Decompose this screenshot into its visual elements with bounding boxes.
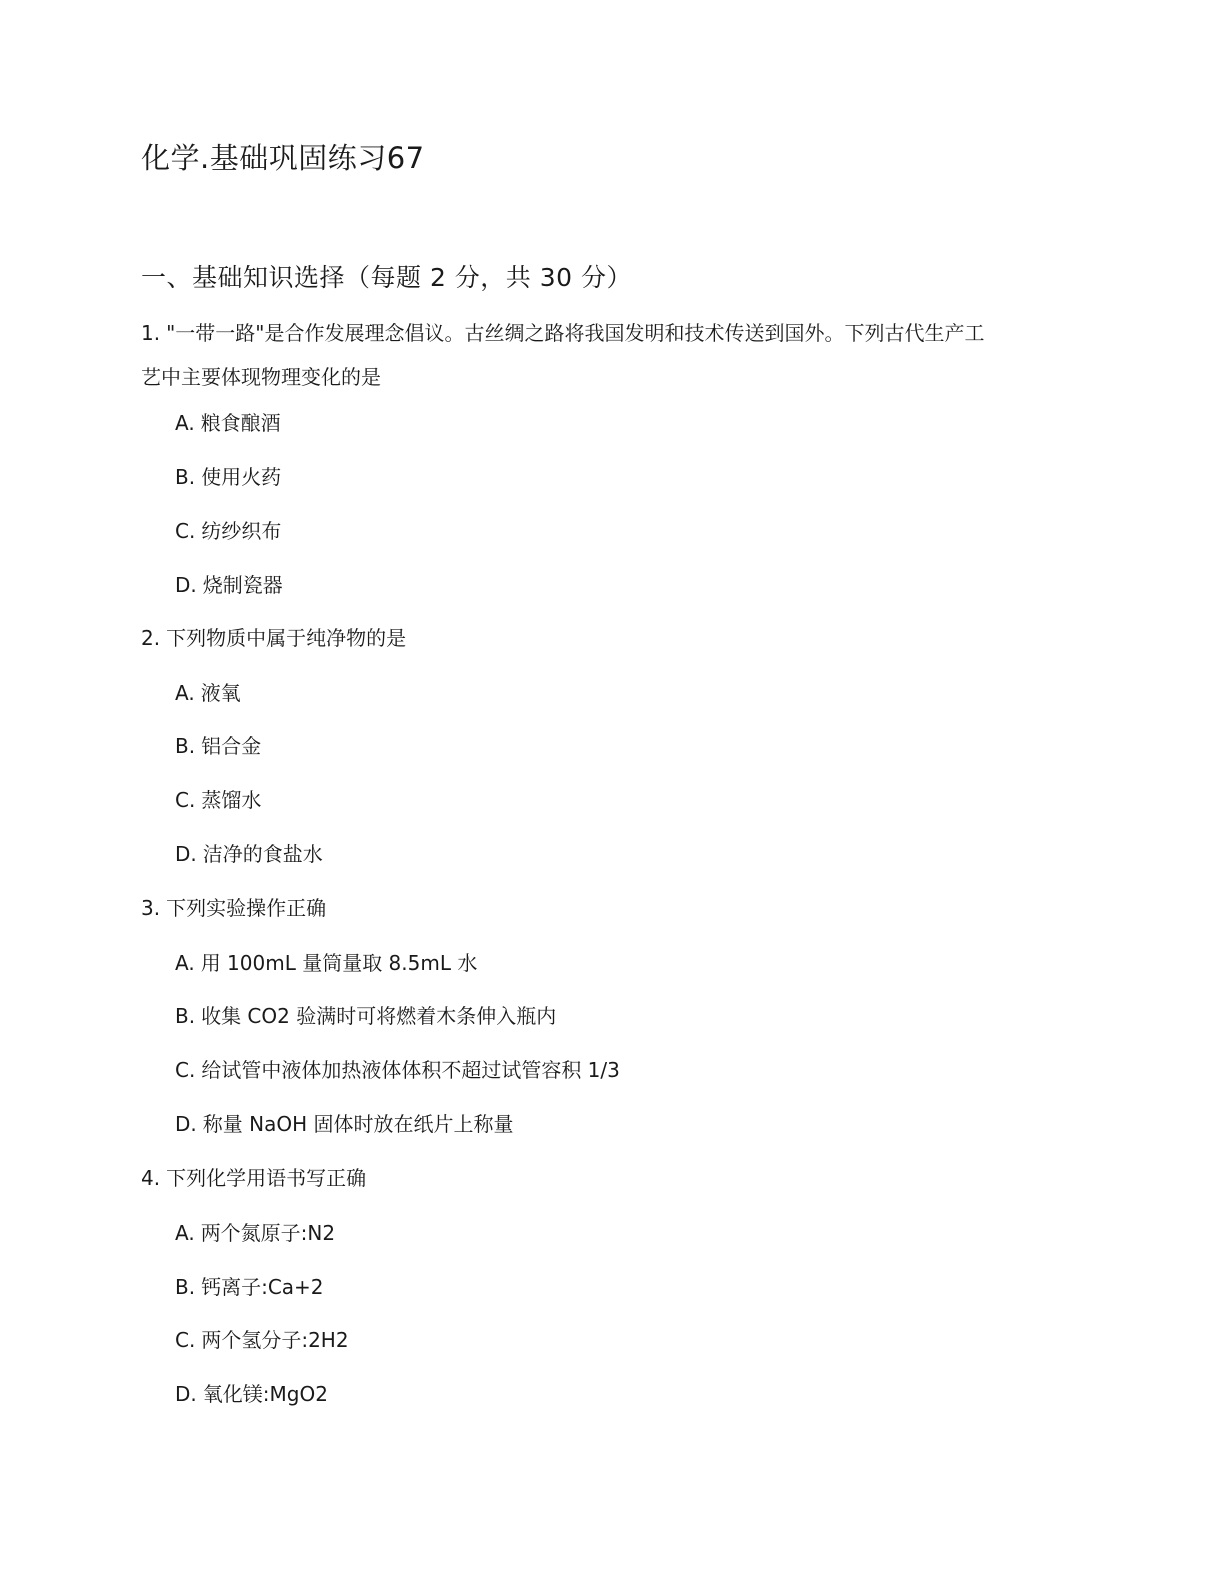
option-key: D. (175, 842, 197, 866)
option-text: 两个氮原子:N2 (200, 1221, 336, 1245)
option-3d (175, 1111, 513, 1137)
section-heading: 一、基础知识选择（每题 2 分，共 30 分） (141, 263, 633, 292)
option-text: 给试管中液体加热液体体积不超过试管容积 1/3 (201, 1058, 620, 1082)
option-text: 收集 CO2 验满时可将燃着木条伸入瓶内 (201, 1004, 557, 1028)
option-key: C. (175, 788, 196, 812)
option-2c (175, 787, 261, 813)
option-key: C. (175, 519, 196, 543)
option-2d (175, 841, 323, 867)
option-text: 蒸馏水 (201, 788, 262, 812)
option-text: 粮食酿酒 (200, 411, 281, 435)
option-1d (175, 572, 283, 598)
question-number: 4. (141, 1166, 161, 1190)
question-1 (141, 320, 985, 346)
option-key: D. (175, 1382, 197, 1406)
question-number: 2. (141, 626, 161, 650)
option-text: 两个氢分子:2H2 (201, 1328, 349, 1352)
option-key: A. (175, 1221, 195, 1245)
option-key: A. (175, 951, 195, 975)
option-key: C. (175, 1328, 196, 1352)
option-key: B. (175, 465, 196, 489)
option-text: 用 100mL 量筒量取 8.5mL 水 (200, 951, 478, 975)
option-text: 使用火药 (201, 465, 282, 489)
question-text: 下列实验操作正确 (166, 896, 327, 920)
option-key: A. (175, 411, 195, 435)
question-text: 下列化学用语书写正确 (166, 1166, 367, 1190)
option-4c (175, 1327, 349, 1353)
option-3c (175, 1057, 620, 1083)
option-text: 称量 NaOH 固体时放在纸片上称量 (202, 1112, 514, 1136)
option-text: 钙离子:Ca+2 (201, 1275, 324, 1299)
option-3a (175, 950, 477, 976)
question-text: "一带一路"是合作发展理念倡议。古丝绸之路将我国发明和技术传送到国外。下列古代生产工 (166, 321, 985, 345)
question-4 (141, 1165, 366, 1191)
option-2b (175, 733, 261, 759)
option-key: B. (175, 1004, 196, 1028)
option-4a (175, 1220, 335, 1246)
question-number: 3. (141, 896, 161, 920)
document-title: 化学.基础巩固练习67 (141, 141, 425, 175)
option-key: D. (175, 1112, 197, 1136)
option-key: A. (175, 681, 195, 705)
option-1c (175, 518, 281, 544)
question-2 (141, 625, 406, 651)
option-4b (175, 1274, 324, 1300)
option-text: 洁净的食盐水 (202, 842, 323, 866)
option-2a (175, 680, 241, 706)
option-3b (175, 1003, 556, 1029)
option-text: 铝合金 (201, 734, 262, 758)
option-text: 纺纱织布 (201, 519, 282, 543)
option-key: B. (175, 1275, 196, 1299)
question-1-continuation: 艺中主要体现物理变化的是 (141, 365, 381, 389)
option-text: 烧制瓷器 (202, 573, 283, 597)
question-number: 1. (141, 321, 161, 345)
option-1b (175, 464, 281, 490)
question-3 (141, 895, 326, 921)
question-text: 下列物质中属于纯净物的是 (166, 626, 407, 650)
option-key: D. (175, 573, 197, 597)
option-text: 氧化镁:MgO2 (202, 1382, 328, 1406)
option-key: B. (175, 734, 196, 758)
option-key: C. (175, 1058, 196, 1082)
option-4d (175, 1381, 328, 1407)
option-1a (175, 410, 281, 436)
option-text: 液氧 (200, 681, 241, 705)
